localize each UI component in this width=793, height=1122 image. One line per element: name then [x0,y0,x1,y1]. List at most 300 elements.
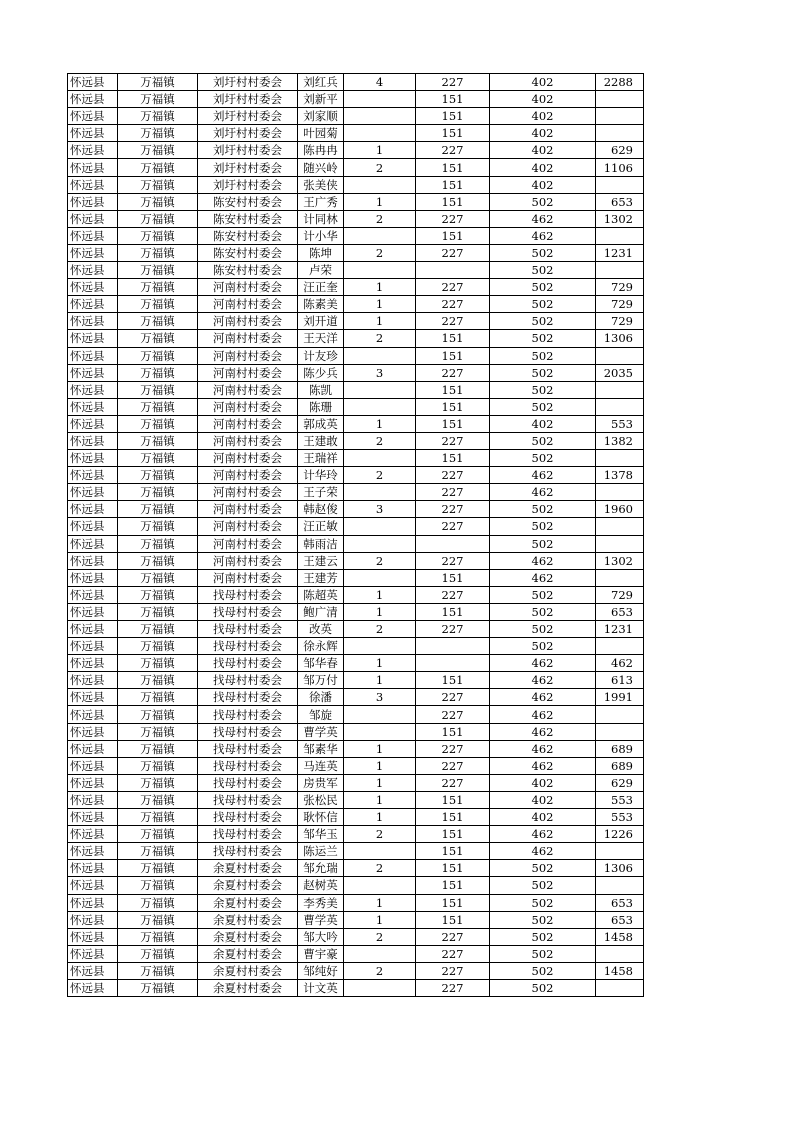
table-cell: 462 [490,467,596,484]
table-cell: 4 [344,74,416,91]
table-cell: 万福镇 [118,159,198,176]
table-row [68,638,644,655]
table-cell [344,484,416,501]
table-body [68,74,644,997]
table-cell: 2035 [596,364,644,381]
table-cell: 怀远县 [68,296,118,313]
table-cell: 462 [490,740,596,757]
table-row [68,108,644,125]
table-cell: 曹宇豪 [298,945,344,962]
table-cell [596,518,644,535]
table-cell: 万福镇 [118,809,198,826]
table-cell: 汪正敏 [298,518,344,535]
table-cell: 随兴岭 [298,159,344,176]
table-cell: 怀远县 [68,518,118,535]
table-cell [344,877,416,894]
table-cell [596,843,644,860]
table-cell: 1302 [596,552,644,569]
table-cell: 找母村村委会 [198,791,298,808]
table-cell: 462 [490,552,596,569]
table-cell: 陈坤 [298,244,344,261]
table-cell: 227 [416,962,490,979]
table-cell: 151 [416,569,490,586]
table-cell: 227 [416,364,490,381]
table-cell: 怀远县 [68,330,118,347]
table-cell: 怀远县 [68,877,118,894]
table-cell: 227 [416,518,490,535]
table-cell [344,945,416,962]
table-cell [344,262,416,279]
table-row [68,740,644,757]
table-cell [344,381,416,398]
table-cell: 郭成英 [298,415,344,432]
table-cell: 万福镇 [118,381,198,398]
table-cell: 河南村村委会 [198,347,298,364]
table-cell: 万福镇 [118,672,198,689]
table-cell: 1306 [596,860,644,877]
table-cell: 653 [596,193,644,210]
table-cell: 河南村村委会 [198,381,298,398]
table-cell: 邹华春 [298,655,344,672]
table-cell: 找母村村委会 [198,809,298,826]
table-row [68,484,644,501]
table-cell: 502 [490,381,596,398]
table-row [68,877,644,894]
table-cell: 462 [490,227,596,244]
table-cell: 怀远县 [68,791,118,808]
table-cell: 227 [416,757,490,774]
table-cell: 怀远县 [68,484,118,501]
table-cell: 502 [490,518,596,535]
table-cell [344,125,416,142]
table-cell: 729 [596,279,644,296]
table-cell: 1458 [596,962,644,979]
table-cell: 鲍广清 [298,603,344,620]
table-cell: 151 [416,809,490,826]
table-cell: 怀远县 [68,655,118,672]
table-cell: 万福镇 [118,826,198,843]
table-cell: 河南村村委会 [198,415,298,432]
table-cell: 刘圩村村委会 [198,108,298,125]
table-cell: 卢荣 [298,262,344,279]
table-cell: 151 [416,347,490,364]
table-cell: 1 [344,791,416,808]
table-cell: 729 [596,296,644,313]
table-cell: 502 [490,279,596,296]
table-cell: 怀远县 [68,979,118,996]
table-cell: 402 [490,159,596,176]
table-cell: 余夏村村委会 [198,979,298,996]
table-cell: 462 [490,843,596,860]
table-cell: 找母村村委会 [198,843,298,860]
table-cell: 怀远县 [68,774,118,791]
table-cell: 余夏村村委会 [198,860,298,877]
table-cell: 1378 [596,467,644,484]
table-cell: 1 [344,672,416,689]
table-cell [596,877,644,894]
table-cell: 502 [490,398,596,415]
table-row [68,689,644,706]
table-cell: 1306 [596,330,644,347]
table-cell: 怀远县 [68,757,118,774]
table-cell: 万福镇 [118,74,198,91]
table-cell: 462 [490,484,596,501]
table-cell: 402 [490,74,596,91]
table-cell: 找母村村委会 [198,638,298,655]
table-cell: 怀远县 [68,193,118,210]
table-cell: 万福镇 [118,535,198,552]
table-cell: 1302 [596,210,644,227]
table-cell: 万福镇 [118,432,198,449]
table-cell: 151 [416,672,490,689]
table-cell: 怀远县 [68,432,118,449]
table-cell [344,979,416,996]
data-table [67,73,644,997]
table-row [68,398,644,415]
table-cell: 402 [490,142,596,159]
table-cell [344,176,416,193]
table-cell [344,347,416,364]
table-cell: 王建云 [298,552,344,569]
table-cell: 刘圩村村委会 [198,125,298,142]
table-cell: 陈超英 [298,586,344,603]
table-cell: 邹纯好 [298,962,344,979]
table-cell: 1 [344,603,416,620]
table-cell: 462 [490,210,596,227]
table-cell: 怀远县 [68,108,118,125]
table-cell: 227 [416,740,490,757]
table-cell: 万福镇 [118,91,198,108]
table-cell: 502 [490,586,596,603]
table-cell: 151 [416,125,490,142]
table-cell: 151 [416,91,490,108]
table-cell: 河南村村委会 [198,279,298,296]
table-cell: 万福镇 [118,791,198,808]
table-cell: 万福镇 [118,621,198,638]
table-cell: 怀远县 [68,381,118,398]
table-cell: 找母村村委会 [198,774,298,791]
table-cell: 502 [490,450,596,467]
table-cell: 耿怀信 [298,809,344,826]
table-cell: 227 [416,979,490,996]
table-cell: 找母村村委会 [198,706,298,723]
table-cell: 227 [416,774,490,791]
table-cell: 2 [344,159,416,176]
table-cell: 万福镇 [118,860,198,877]
table-cell: 万福镇 [118,467,198,484]
table-row [68,74,644,91]
table-cell: 万福镇 [118,655,198,672]
table-cell: 402 [490,415,596,432]
table-cell [596,979,644,996]
table-cell [344,706,416,723]
table-cell: 227 [416,467,490,484]
table-cell: 1226 [596,826,644,843]
table-cell: 613 [596,672,644,689]
table-cell: 河南村村委会 [198,432,298,449]
table-cell: 刘圩村村委会 [198,142,298,159]
table-row [68,586,644,603]
table-cell: 151 [416,227,490,244]
table-cell: 2 [344,432,416,449]
table-cell: 韩雨洁 [298,535,344,552]
table-cell: 房贵军 [298,774,344,791]
table-cell: 万福镇 [118,757,198,774]
table-cell: 151 [416,108,490,125]
table-cell: 万福镇 [118,227,198,244]
table-cell: 1231 [596,244,644,261]
table-row [68,347,644,364]
table-cell: 河南村村委会 [198,330,298,347]
table-cell: 王建芳 [298,569,344,586]
table-cell: 怀远县 [68,586,118,603]
table-cell: 万福镇 [118,313,198,330]
table-cell [344,638,416,655]
table-cell: 张美侠 [298,176,344,193]
table-cell: 1382 [596,432,644,449]
table-cell: 怀远县 [68,569,118,586]
table-row [68,860,644,877]
table-row [68,467,644,484]
table-cell: 怀远县 [68,415,118,432]
table-cell [344,518,416,535]
table-row [68,279,644,296]
table-row [68,655,644,672]
table-cell [596,723,644,740]
table-cell: 629 [596,774,644,791]
table-cell: 怀远县 [68,227,118,244]
table-cell: 怀远县 [68,347,118,364]
table-cell [596,706,644,723]
table-cell: 1 [344,757,416,774]
table-row [68,313,644,330]
table-cell: 227 [416,210,490,227]
table-cell: 1 [344,586,416,603]
table-cell: 1991 [596,689,644,706]
table-cell: 万福镇 [118,193,198,210]
table-cell [344,723,416,740]
table-cell: 余夏村村委会 [198,945,298,962]
table-row [68,296,644,313]
table-cell: 151 [416,877,490,894]
table-cell: 怀远县 [68,244,118,261]
table-cell: 万福镇 [118,928,198,945]
table-cell: 227 [416,945,490,962]
table-cell: 怀远县 [68,860,118,877]
table-cell: 万福镇 [118,962,198,979]
table-cell: 502 [490,330,596,347]
table-cell: 河南村村委会 [198,535,298,552]
table-cell: 余夏村村委会 [198,877,298,894]
table-cell: 227 [416,928,490,945]
table-cell: 怀远县 [68,279,118,296]
table-cell: 陈安村村委会 [198,210,298,227]
table-cell: 怀远县 [68,809,118,826]
table-cell [344,227,416,244]
table-cell: 万福镇 [118,569,198,586]
table-cell: 王建敢 [298,432,344,449]
table-row [68,501,644,518]
table-row [68,843,644,860]
table-row [68,621,644,638]
table-cell: 1960 [596,501,644,518]
table-cell: 553 [596,415,644,432]
table-cell: 151 [416,398,490,415]
table-cell: 227 [416,689,490,706]
table-cell: 1 [344,894,416,911]
table-cell: 找母村村委会 [198,603,298,620]
table-cell: 151 [416,176,490,193]
table-cell: 陈素美 [298,296,344,313]
table-cell: 万福镇 [118,740,198,757]
table-cell: 502 [490,621,596,638]
table-cell: 怀远县 [68,603,118,620]
table-cell: 邹素华 [298,740,344,757]
table-cell: 怀远县 [68,894,118,911]
table-cell [344,843,416,860]
table-cell: 河南村村委会 [198,296,298,313]
table-cell: 刘新平 [298,91,344,108]
table-cell: 2 [344,467,416,484]
table-cell: 151 [416,193,490,210]
table-cell [596,484,644,501]
table-row [68,552,644,569]
table-row [68,227,644,244]
table-cell: 462 [596,655,644,672]
table-cell: 怀远县 [68,74,118,91]
table-cell: 余夏村村委会 [198,962,298,979]
table-cell: 王子荣 [298,484,344,501]
table-cell: 万福镇 [118,501,198,518]
table-cell: 怀远县 [68,91,118,108]
table-cell: 1 [344,193,416,210]
table-cell: 151 [416,159,490,176]
table-cell: 叶园菊 [298,125,344,142]
table-cell: 462 [490,569,596,586]
table-cell: 402 [490,108,596,125]
table-cell [596,535,644,552]
table-cell: 227 [416,313,490,330]
table-cell: 2 [344,210,416,227]
table-cell: 2 [344,621,416,638]
table-cell [596,381,644,398]
table-cell: 万福镇 [118,586,198,603]
table-row [68,928,644,945]
table-row [68,125,644,142]
table-cell: 227 [416,621,490,638]
table-cell: 怀远县 [68,826,118,843]
table-cell: 502 [490,638,596,655]
table-cell: 1 [344,740,416,757]
table-cell: 万福镇 [118,979,198,996]
table-cell [344,569,416,586]
table-cell: 找母村村委会 [198,655,298,672]
table-cell: 找母村村委会 [198,740,298,757]
table-cell [596,262,644,279]
table-cell: 陈安村村委会 [198,262,298,279]
table-cell: 万福镇 [118,706,198,723]
table-cell: 怀远县 [68,706,118,723]
table-cell: 502 [490,313,596,330]
table-cell: 227 [416,296,490,313]
table-cell: 万福镇 [118,894,198,911]
table-cell: 1 [344,911,416,928]
table-cell: 李秀美 [298,894,344,911]
table-cell: 马连英 [298,757,344,774]
table-cell: 万福镇 [118,518,198,535]
table-cell: 怀远县 [68,843,118,860]
table-cell: 1 [344,313,416,330]
table-cell: 万福镇 [118,279,198,296]
table-cell: 找母村村委会 [198,621,298,638]
table-cell: 陈凯 [298,381,344,398]
table-cell: 计友珍 [298,347,344,364]
table-cell: 402 [490,91,596,108]
table-cell: 万福镇 [118,364,198,381]
table-cell: 余夏村村委会 [198,894,298,911]
table-cell: 怀远县 [68,638,118,655]
table-cell: 3 [344,364,416,381]
table-cell: 万福镇 [118,330,198,347]
table-cell: 502 [490,432,596,449]
table-cell: 2 [344,928,416,945]
table-cell: 陈运兰 [298,843,344,860]
table-cell: 张松民 [298,791,344,808]
table-cell: 王广秀 [298,193,344,210]
table-cell: 462 [490,689,596,706]
table-cell: 462 [490,706,596,723]
table-cell: 计同林 [298,210,344,227]
table-cell: 怀远县 [68,450,118,467]
table-cell: 553 [596,809,644,826]
table-cell: 河南村村委会 [198,552,298,569]
table-cell: 502 [490,962,596,979]
table-cell [596,347,644,364]
table-cell [596,450,644,467]
table-cell: 计华玲 [298,467,344,484]
table-cell: 河南村村委会 [198,450,298,467]
table-cell: 151 [416,911,490,928]
table-cell: 陈珊 [298,398,344,415]
table-cell: 怀远县 [68,313,118,330]
table-row [68,193,644,210]
table-row [68,809,644,826]
table-cell [344,450,416,467]
table-cell: 怀远县 [68,945,118,962]
table-cell: 怀远县 [68,928,118,945]
table-cell: 151 [416,381,490,398]
table-cell: 怀远县 [68,364,118,381]
table-cell: 万福镇 [118,262,198,279]
table-cell [344,108,416,125]
table-cell: 万福镇 [118,176,198,193]
table-row [68,244,644,261]
table-cell: 邹万付 [298,672,344,689]
table-cell: 刘开道 [298,313,344,330]
table-cell: 徐潘 [298,689,344,706]
table-cell: 万福镇 [118,210,198,227]
table-cell: 万福镇 [118,450,198,467]
table-cell: 刘圩村村委会 [198,74,298,91]
table-row [68,159,644,176]
table-cell: 2 [344,860,416,877]
table-cell: 找母村村委会 [198,672,298,689]
table-cell: 河南村村委会 [198,569,298,586]
table-cell: 502 [490,877,596,894]
table-cell: 改英 [298,621,344,638]
table-cell: 502 [490,296,596,313]
table-row [68,791,644,808]
